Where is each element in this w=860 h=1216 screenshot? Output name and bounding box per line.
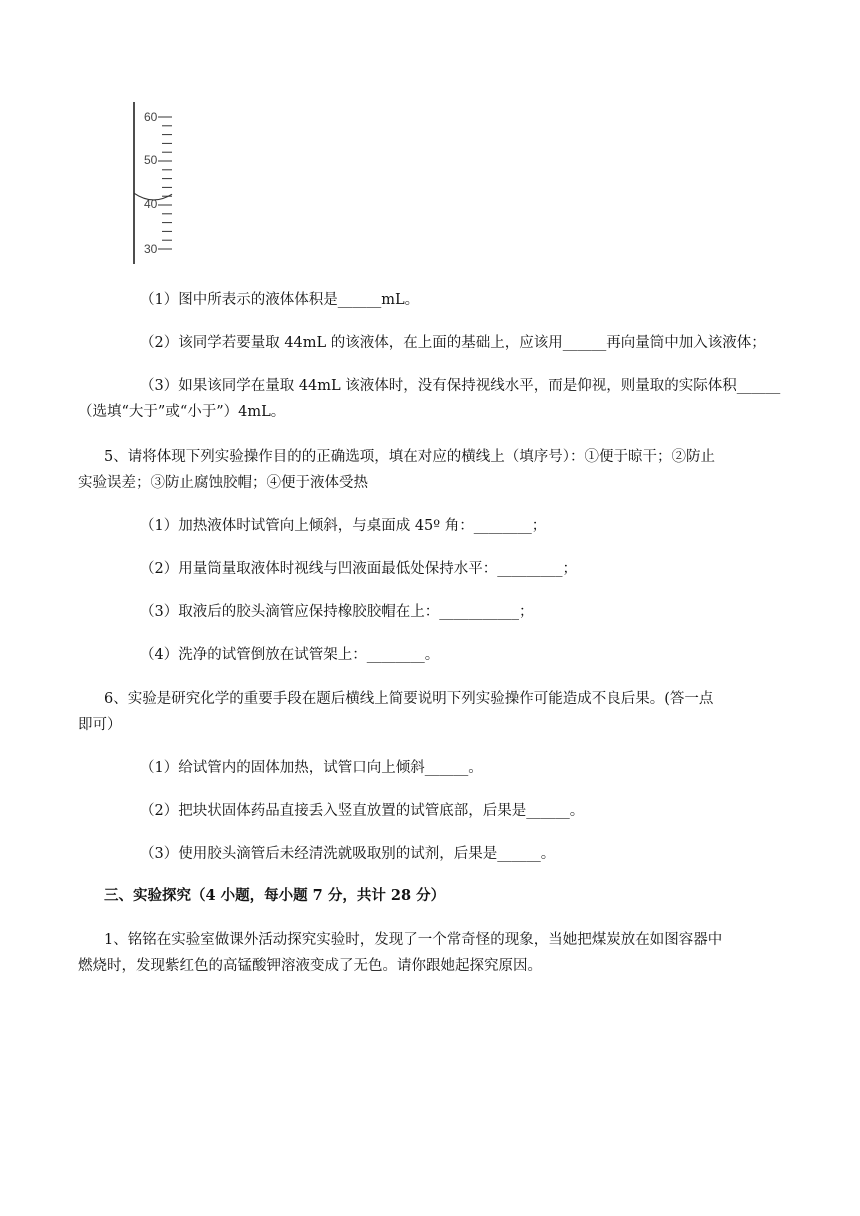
- section3-q1-line1: 1、铭铭在实验室做课外活动探究实验时，发现了一个常奇怪的现象，当她把煤炭放在如图容器中: [104, 932, 723, 948]
- q4-sub2: （2）该同学若要量取 44mL 的该液体，在上面的基础上，应该用______再向量筒中加入该液体；: [140, 335, 766, 351]
- section3-heading: 三、实验探究（4 小题，每小题 7 分，共计 28 分）: [104, 887, 446, 904]
- q6-sub1: （1）给试管内的固体加热，试管口向上倾斜______。: [140, 760, 483, 776]
- q6-sub3: （3）使用胶头滴管后未经清洗就吸取别的试剂，后果是______。: [140, 846, 556, 862]
- q4-sub3-line2: （选填“大于”或“小于”）4mL。: [78, 404, 286, 420]
- q4-sub3-line1: （3）如果该同学在量取 44mL 该液体时，没有保持视线水平，而是仰视，则量取的实际体积______: [140, 378, 781, 394]
- q6-stem-line2: 即可）: [78, 717, 122, 733]
- graduated-cylinder-figure: [118, 102, 188, 266]
- tick-label-40: 40: [144, 197, 158, 211]
- tick-label-50: 50: [144, 153, 158, 167]
- q5-stem-line1: 5、请将体现下列实验操作目的的正确选项，填在对应的横线上（填序号）：①便于晾干；②防止: [104, 449, 715, 465]
- q5-sub2: （2）用量筒量取液体时视线与凹液面最低处保持水平：_________；: [140, 561, 577, 577]
- tick-label-60: 60: [144, 110, 158, 124]
- section3-q1-line2: 燃烧时，发现紫红色的高锰酸钾溶液变成了无色。请你跟她起探究原因。: [78, 958, 542, 974]
- q5-sub3: （3）取液后的胶头滴管应保持橡胶胶帽在上：___________；: [140, 604, 534, 620]
- q6-stem-line1: 6、实验是研究化学的重要手段在题后横线上简要说明下列实验操作可能造成不良后果。(答一点: [104, 691, 714, 707]
- q6-sub2: （2）把块状固体药品直接丢入竖直放置的试管底部，后果是______。: [140, 803, 585, 819]
- q5-stem-line2: 实验误差；③防止腐蚀胶帽；④便于液体受热: [78, 475, 368, 491]
- q4-sub1: （1）图中所表示的液体体积是______mL。: [140, 292, 420, 308]
- tick-label-30: 30: [144, 242, 158, 256]
- q5-sub4: （4）洗净的试管倒放在试管架上：________。: [140, 647, 440, 663]
- q5-sub1: （1）加热液体时试管向上倾斜，与桌面成 45º 角：________；: [140, 518, 547, 534]
